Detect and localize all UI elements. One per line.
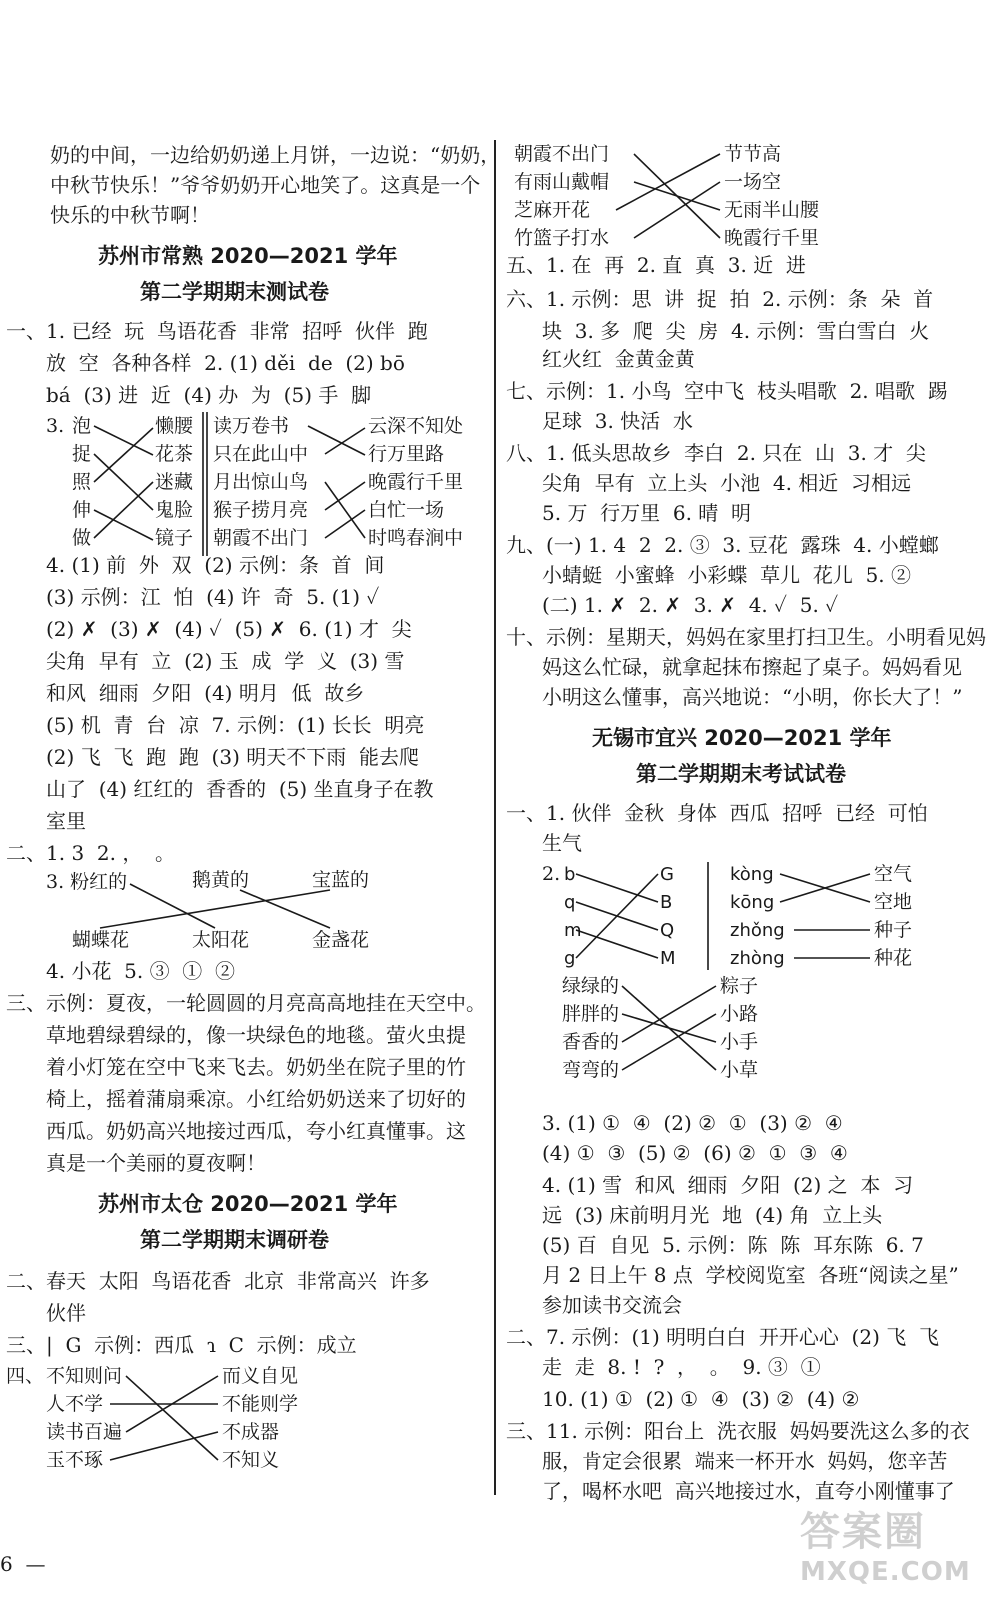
matching-weather-proverbs <box>496 138 996 250</box>
answer-line: 足球 3. 快活 水 <box>542 409 693 433</box>
uppercase-letter: B <box>660 892 673 913</box>
noun: 小路 <box>720 1003 759 1025</box>
q3-noun: 懒腰 <box>155 415 194 437</box>
adjective: 胖胖的 <box>562 1003 620 1025</box>
answer-line: 二、7. 示例：(1) 明明白白 开开心心 (2) 飞 飞 <box>506 1325 939 1349</box>
q3-verb: 做 <box>72 527 92 549</box>
matching-q3 <box>0 410 493 570</box>
q3-verb: 伸 <box>72 499 92 521</box>
answer-line: 4. (1) 雪 和风 细雨 夕阳 (2) 之 本 习 <box>542 1173 914 1197</box>
q3-phrase: 朝霞不出门 <box>213 527 309 549</box>
lowercase-letter: q <box>564 892 576 913</box>
answer-line: 室里 <box>46 809 86 833</box>
flower-word: 金盏花 <box>312 929 370 951</box>
matching-adjectives <box>496 970 996 1086</box>
essay-line: 椅上，摇着蒲扇乘凉。小红给奶奶送来了切好的 <box>46 1087 466 1111</box>
q3-match: 行万里路 <box>368 443 445 465</box>
pinyin: kōng <box>730 892 775 913</box>
answer-line: 5. 万 行万里 6. 晴 明 <box>542 501 752 525</box>
color-word: 鹅黄的 <box>192 869 250 891</box>
answer-line: 参加读书交流会 <box>542 1293 682 1317</box>
essay-line: 十、示例：星期天，妈妈在家里打扫卫生。小明看见妈 <box>506 625 986 649</box>
q3-phrase: 只在此山中 <box>213 443 309 465</box>
answer-line: 10. (1) ① (2) ① ④ (3) ② (4) ② <box>542 1387 860 1411</box>
noun: 粽子 <box>720 975 759 997</box>
answer-line: 二、1. 3 2. ， 。 <box>6 841 176 865</box>
answer-line: (2) 飞 飞 跑 跑 (3) 明天不下雨 能去爬 <box>46 745 419 769</box>
proverb-end: 不成器 <box>222 1421 280 1443</box>
flower-word: 蝴蝶花 <box>72 929 130 951</box>
answer-line: 远 (3) 床前明月光 地 (4) 角 立上头 <box>542 1203 883 1227</box>
answer-line: bá (3) 进 近 (4) 办 为 (5) 手 脚 <box>46 383 372 407</box>
proverb-end: 无雨半山腰 <box>724 199 820 221</box>
essay-line: 了，喝杯水吧 高兴地接过水，直夸小刚懂事了 <box>542 1479 955 1503</box>
answer-line: 尖角 早有 立 (2) 玉 成 学 义 (3) 雪 <box>46 649 405 673</box>
answer-line: 山了 (4) 红红的 香香的 (5) 坐直身子在教 <box>46 777 434 801</box>
uppercase-letter: M <box>660 948 676 969</box>
section-title: 无锡市宜兴 2020—2021 学年 <box>592 726 892 750</box>
essay-line: 三、11. 示例：阳台上 洗衣服 妈妈要洗这么多的衣 <box>506 1419 970 1443</box>
pinyin-connector-lines <box>780 874 870 958</box>
proverb-end: 而义自见 <box>222 1365 299 1387</box>
proverb-start: 人不学 <box>46 1393 104 1415</box>
answer-line: 五、1. 在 再 2. 直 真 3. 近 进 <box>506 253 806 277</box>
noun: 小手 <box>720 1031 759 1053</box>
proverb-start: 竹篮子打水 <box>514 227 610 249</box>
color-word: 3. 粉红的 <box>46 871 128 893</box>
q4-label: 四、 <box>6 1365 45 1387</box>
q3-phrase: 猴子捞月亮 <box>213 499 309 521</box>
color-word: 宝蓝的 <box>312 869 370 891</box>
proverb-start: 不知则问 <box>46 1365 123 1387</box>
intro-line: 快乐的中秋节啊！ <box>50 203 210 227</box>
answer-line: 小蜻蜓 小蜜蜂 小彩蝶 草儿 花儿 5. ② <box>542 563 912 587</box>
answer-line: (2) ✗ (3) ✗ (4) ✓ (5) ✗ 6. (1) 才 尖 <box>46 617 412 641</box>
answer-line: 尖角 早有 立上头 小池 4. 相近 习相远 <box>542 471 912 495</box>
proverb-end: 不知义 <box>222 1449 280 1471</box>
answer-line: 和风 细雨 夕阳 (4) 明月 低 故乡 <box>46 681 365 705</box>
essay-line: 服，肯定会很累 端来一杯开水 妈妈，您辛苦 <box>542 1449 948 1473</box>
answer-line: 九、(一) 1. 4 2 2. ③ 3. 豆花 露珠 4. 小螳螂 <box>506 533 939 557</box>
essay-line: 着小灯笼在空中飞来飞去。奶奶坐在院子里的竹 <box>46 1055 466 1079</box>
q3-match: 云深不知处 <box>368 415 464 437</box>
answer-line: 六、1. 示例：思 讲 捉 拍 2. 示例：条 朵 首 <box>506 287 934 311</box>
answer-line: 放 空 各种各样 2. (1) děi de (2) bō <box>46 351 405 375</box>
answer-line: 七、示例：1. 小鸟 空中飞 枝头唱歌 2. 唱歌 踢 <box>506 379 948 403</box>
q3-noun: 花茶 <box>155 443 194 465</box>
q3-noun: 鬼脸 <box>155 499 194 521</box>
answer-line: 红火红 金黄金黄 <box>542 347 695 371</box>
watermark-url: MXQE.COM <box>800 1557 971 1587</box>
answer-line: 3. (1) ① ④ (2) ② ① (3) ② ④ <box>542 1111 843 1135</box>
answer-line: 一、1. 伙伴 金秋 身体 西瓜 招呼 已经 可怕 <box>506 801 928 825</box>
intro-line: 中秋节快乐！”爷爷奶奶开心地笑了。这真是一个 <box>50 173 481 197</box>
pinyin: zhǒng <box>730 920 785 941</box>
proverb-start: 朝霞不出门 <box>514 143 610 165</box>
proverb-start: 有雨山戴帽 <box>514 171 610 193</box>
answer-line: 一、1. 已经 玩 鸟语花香 非常 招呼 伙伴 跑 <box>6 319 428 343</box>
q3-phrase: 月出惊山鸟 <box>213 471 309 493</box>
answer-line: 块 3. 多 爬 尖 房 4. 示例：雪白雪白 火 <box>542 319 930 343</box>
pinyin: zhòng <box>730 948 785 969</box>
uppercase-letter: Q <box>660 920 675 941</box>
proverb-end: 一场空 <box>724 171 782 193</box>
q3-verb: 泡 <box>72 415 92 437</box>
flower-word: 太阳花 <box>192 929 250 951</box>
q3-verb: 照 <box>72 471 92 493</box>
watermark-text: 答案圈 <box>800 1509 926 1555</box>
adjective: 绿绿的 <box>562 975 620 997</box>
essay-line: 草地碧绿碧绿的，像一块绿色的地毯。萤火虫提 <box>46 1023 466 1047</box>
answer-line: (5) 机 青 台 凉 7. 示例：(1) 长长 明亮 <box>46 713 425 737</box>
section-title: 苏州市太仓 2020—2021 学年 <box>98 1192 398 1216</box>
adjective: 弯弯的 <box>562 1059 620 1081</box>
essay-line: 三、示例：夏夜，一轮圆圆的月亮高高地挂在天空中。 <box>6 991 486 1015</box>
polyphone-word: 种花 <box>874 947 913 969</box>
answer-line: 月 2 日上午 8 点 学校阅览室 各班“阅读之星” <box>542 1263 959 1287</box>
proverb-end: 不能则学 <box>222 1393 299 1415</box>
section-subtitle: 第二学期期末考试试卷 <box>636 762 846 786</box>
answer-line: 走 走 8. ! ? ， 。 9. ③ ① <box>542 1355 821 1379</box>
answer-line: (4) ① ③ (5) ② (6) ② ① ③ ④ <box>542 1141 848 1165</box>
adjective: 香香的 <box>562 1031 620 1053</box>
answer-line: 三、| G 示例：西瓜 ɿ C 示例：成立 <box>6 1333 357 1357</box>
answer-line: 伙伴 <box>46 1301 86 1325</box>
q3-label: 3. <box>46 415 65 437</box>
lowercase-letter: m <box>564 920 582 941</box>
q3-match: 白忙一场 <box>368 499 445 521</box>
proverb-start: 芝麻开花 <box>514 199 591 221</box>
answer-line: 八、1. 低头思故乡 李白 2. 只在 山 3. 才 尖 <box>506 441 926 465</box>
answer-line: (5) 百 自见 5. 示例：陈 陈 耳东陈 6. 7 <box>542 1233 924 1257</box>
lowercase-letter: b <box>564 864 576 885</box>
essay-line: 小明这么懂事，高兴地说：“小明，你长大了！” <box>542 685 963 709</box>
answer-line: 二、春天 太阳 鸟语花香 北京 非常高兴 许多 <box>6 1269 430 1293</box>
letter-connector-lines <box>576 874 658 958</box>
matching-proverbs <box>0 1360 493 1480</box>
q3-phrase: 读万卷书 <box>213 415 290 437</box>
q3-noun: 迷藏 <box>155 471 194 493</box>
essay-line: 妈这么忙碌，就拿起抹布擦起了桌子。妈妈看见 <box>542 655 962 679</box>
answer-line: (3) 示例：江 怕 (4) 许 奇 5. (1) ✓ <box>46 585 380 609</box>
noun: 小草 <box>720 1059 759 1081</box>
answer-line: (二) 1. ✗ 2. ✗ 3. ✗ 4. ✓ 5. ✓ <box>542 593 839 617</box>
q3-verb: 捉 <box>72 443 92 465</box>
section-title: 苏州市常熟 2020—2021 学年 <box>98 244 398 268</box>
weather-connector-lines <box>616 154 720 238</box>
essay-line: 西瓜。奶奶高兴地接过西瓜，夸小红真懂事。这 <box>46 1119 466 1143</box>
polyphone-word: 空气 <box>874 863 913 885</box>
matching-colors <box>0 866 493 956</box>
answer-line: 生气 <box>542 831 582 855</box>
uppercase-letter: G <box>660 864 674 885</box>
q3-match: 时鸣春涧中 <box>368 527 464 549</box>
proverb-end: 晚霞行千里 <box>724 227 820 249</box>
pinyin: kòng <box>730 864 774 885</box>
section-subtitle: 第二学期期末测试卷 <box>140 280 329 304</box>
polyphone-word: 空地 <box>874 891 913 913</box>
watermark-logo <box>800 1500 990 1595</box>
lowercase-letter: g <box>564 948 576 969</box>
matching-letters-pinyin <box>496 858 996 978</box>
intro-line: 奶的中间，一边给奶奶递上月饼，一边说：“奶奶， <box>50 143 501 167</box>
proverb-start: 读书百遍 <box>46 1421 123 1443</box>
section-subtitle: 第二学期期末调研卷 <box>140 1228 329 1252</box>
proverb-connector-lines <box>110 1376 218 1460</box>
answer-line: 4. (1) 前 外 双 (2) 示例：条 首 间 <box>46 553 385 577</box>
q3-match: 晚霞行千里 <box>368 471 464 493</box>
right-column <box>496 0 996 1600</box>
page-number: 6 — <box>0 1552 46 1576</box>
adjective-connector-lines <box>622 986 716 1070</box>
proverb-end: 节节高 <box>724 143 782 165</box>
q3-noun: 镜子 <box>155 527 194 549</box>
q2-label: 2. <box>542 863 561 885</box>
polyphone-word: 种子 <box>874 919 913 941</box>
essay-line: 真是一个美丽的夏夜啊！ <box>46 1151 266 1175</box>
answer-line: 4. 小花 5. ③ ① ② <box>46 959 236 983</box>
proverb-start: 玉不琢 <box>46 1449 104 1471</box>
